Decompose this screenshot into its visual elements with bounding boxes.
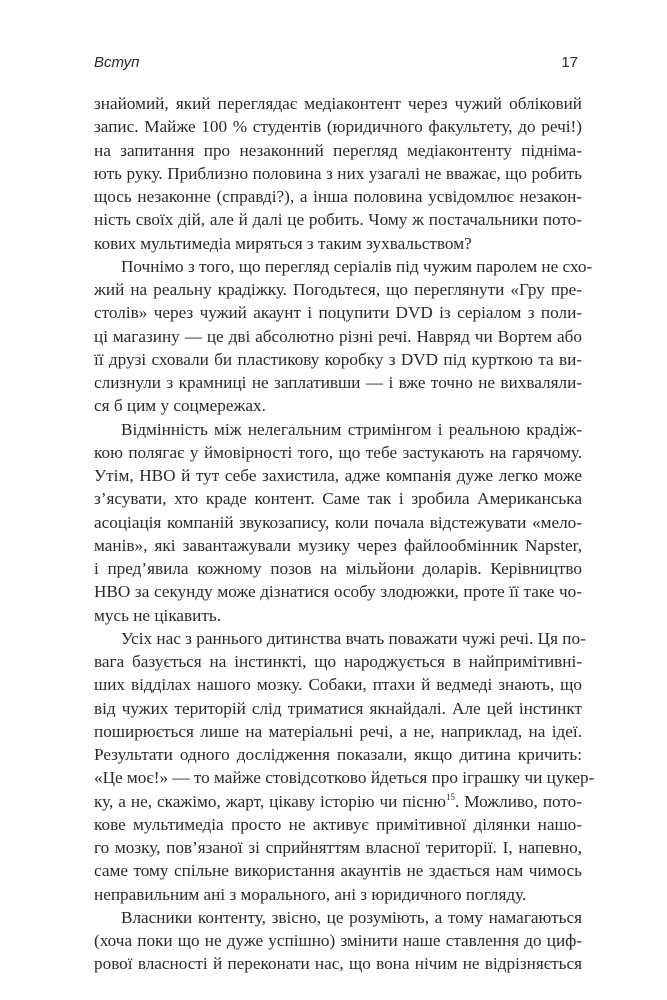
text-line: Відмінність між нелегальним стримінгом і реальною крадіж- <box>121 419 582 439</box>
text-line: столів» через чужий акаунт і поцупити DVD із серіалом з поли- <box>94 303 582 323</box>
text-line: на запитання про незаконний перегляд медіаконтенту підніма- <box>94 140 582 160</box>
text-line: (хоча поки що не дуже успішно) змінити наше ставлення до циф- <box>94 931 582 950</box>
text-line: і пред’явила кожному позов на мільйони доларів. Керівництво <box>94 559 582 578</box>
text-line: вага базується на інстинкті, що народжується в найпримітивні- <box>94 652 582 671</box>
text-line: асоціація компаній звукозапису, коли почала відстежувати «мело- <box>94 512 582 532</box>
text-line: Утім, HBO й тут себе захистила, адже компанія дуже легко може <box>94 466 582 485</box>
text-line: ють руку. Приблизно половина з них узагалі не вважає, що робить <box>94 163 582 183</box>
text-line: ших відділах нашого мозку. Собаки, птахи й ведмеді знають, що <box>94 675 582 695</box>
text-line: Почнімо з того, що перегляд серіалів під чужим паролем не схо- <box>121 256 593 276</box>
text-line: кою полягає у ймовірності того, що тебе застукають на гарячому. <box>94 442 582 462</box>
paragraph <box>94 418 582 627</box>
page-number: 17 <box>561 54 578 71</box>
text-line: поширюється лише на матеріальні речі, а не, наприклад, на ідеї. <box>94 721 582 741</box>
text-line: її друзі сховали би пластикову коробку з DVD під курткою та ви- <box>94 349 582 369</box>
paragraph <box>94 255 593 418</box>
text-line: Власники контенту, звісно, це розуміють, а тому намагаються <box>121 907 582 927</box>
text-line: щось незаконне (справді?), а інша половина усвідомлює незакон- <box>94 187 582 206</box>
text-line: неправильним ані з морального, ані з юридичного погляду. <box>94 884 527 904</box>
text-line: ці магазину — це дві абсолютно різні речі. Навряд чи Вортем або <box>94 326 582 346</box>
paragraph <box>94 627 595 906</box>
text-line: знайомий, який переглядає медіаконтент через чужий обліковий <box>94 94 582 113</box>
text-line: слизнули з крамниці не заплативши — і вже точно не вихваляли- <box>94 373 582 392</box>
text-line: HBO за секунду може дізнатися особу злодюжки, проте її таке чо- <box>94 582 582 602</box>
text-line: ся б цим у соцмережах. <box>94 396 266 416</box>
text-line: мусь не цікавить. <box>94 605 222 625</box>
text-line: запис. Майже 100 % студентів (юридичного факультету, до речі!) <box>94 117 582 137</box>
chapter-title: Вступ <box>94 54 140 71</box>
text-line: з’ясувати, хто краде контент. Саме так і зробила Американська <box>94 489 582 509</box>
text-line: кове мультимедіа просто не активує примітивної ділянки нашо- <box>94 814 582 834</box>
text-line: ність своїх дій, але й далі це робить. Чому ж постачальники пото- <box>94 210 582 230</box>
text-line: від чужих територій слід триматися якнайдалі. Але цей інстинкт <box>94 698 582 718</box>
text-line: Результати одного дослідження показали, якщо дитина кричить: <box>94 745 582 764</box>
text-line: жий на реальну крадіжку. Погодьтеся, що переглянути «Гру пре- <box>94 280 582 299</box>
paragraph <box>94 92 582 255</box>
text-line: ку, а не, скажімо, жарт, цікаву історію чи пісню$^{15}$. Можливо, пото- <box>94 791 582 811</box>
page-body <box>94 92 595 976</box>
text-line: Усіх нас з раннього дитинства вчать поважати чужі речі. Ця по- <box>121 628 586 648</box>
running-header <box>94 54 578 76</box>
paragraph <box>94 906 582 976</box>
text-line: кових мультимедіа миряться з таким зухвальством? <box>94 233 472 253</box>
text-line: «Це моє!» — то майже стовідсотково йдеться про іграшку чи цукер- <box>94 768 595 788</box>
text-line: рової власності й переконати нас, що вона нічим не відрізняється <box>94 954 582 974</box>
text-line: го мозку, пов’язаної зі сприйняттям власної території. І, напевно, <box>94 838 582 857</box>
text-line: саме тому спільне використання акаунтів не здається нам чимось <box>94 861 582 881</box>
text-line: манів», які завантажували музику через файлообмінник Napster, <box>94 535 582 555</box>
footnote-marker[interactable]: 15 <box>445 791 455 802</box>
